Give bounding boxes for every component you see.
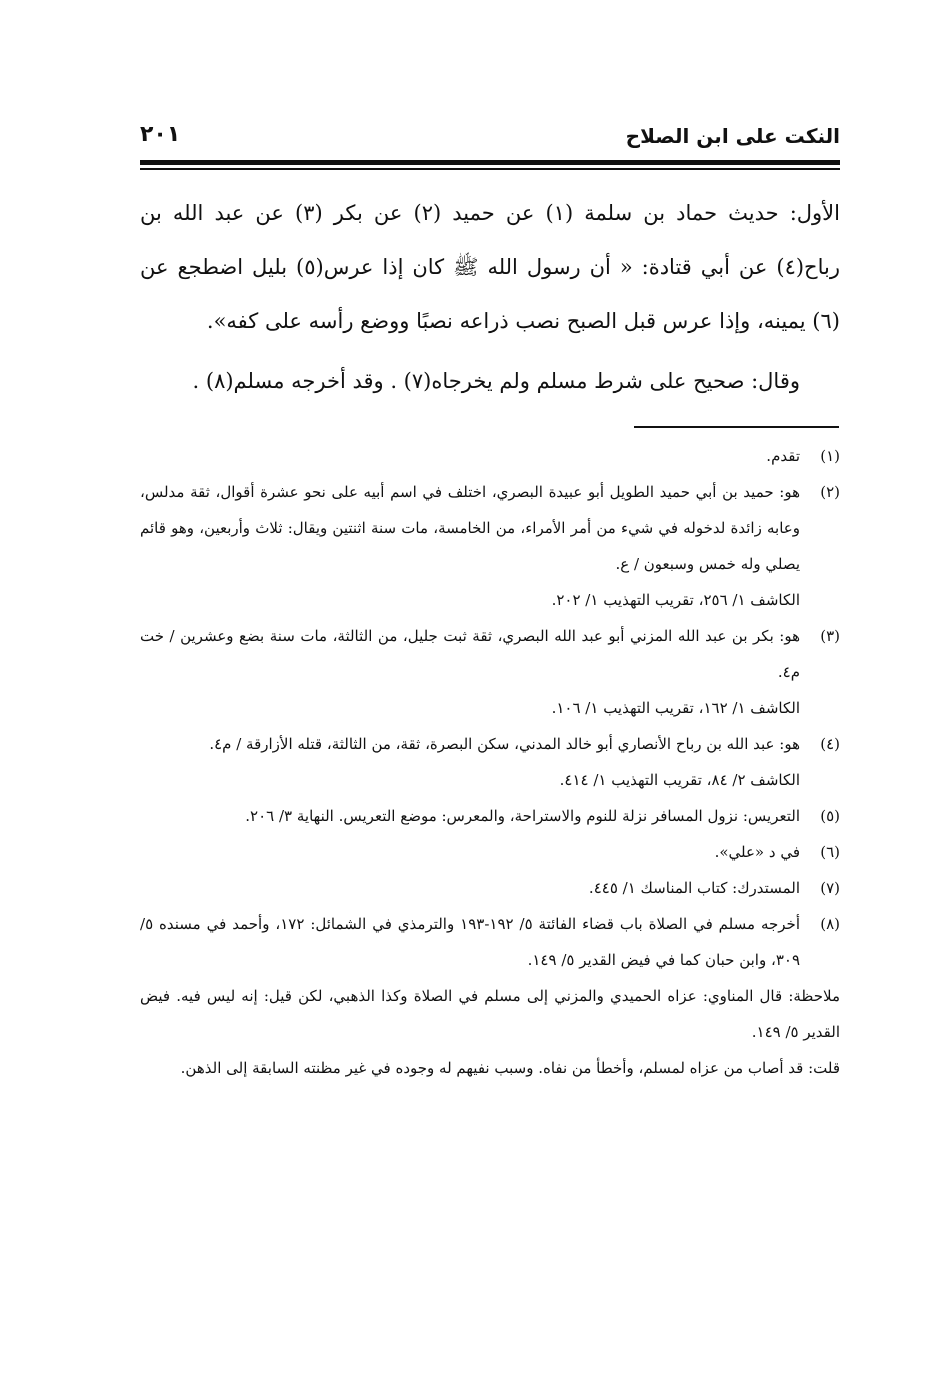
footnote-text: في د «علي». [714,843,800,861]
footnote-note: ملاحظة: قال المناوي: عزاه الحميدي والمزني إلى مسلم في الصلاة وكذا الذهبي، لكن قيل: إنه ليس فيه. فيض القدير ٥/ ١٤٩. [140,987,840,1041]
footnote [140,870,840,906]
footnote-text: هو: بكر بن عبد الله المزني أبو عبد الله البصري، ثقة ثبت جليل، من الثالثة، مات سنة بضع وعشرين / خت م٤. [140,627,800,681]
footnote-reference: الكاشف ١/ ١٦٢، تقريب التهذيب ١/ ١٠٦. [551,699,800,717]
footnote [140,474,840,618]
footnote-reference: الكاشف ٢/ ٨٤، تقريب التهذيب ١/ ٤١٤. [559,771,800,789]
page-number: ٢٠١ [140,122,181,147]
main-paragraph: الأول: حديث حماد بن سلمة (١) عن حميد (٢) عن بكر (٣) عن عبد الله بن رباح(٤) عن أبي قتادة: « أن رسول الله ﷺ كان إذا عرس(٥) بليل اضطجع عن (٦) يمينه، وإذا عرس قبل الصبح نصب ذراعه نصبًا ووضع رأسه على كفه». [140,201,840,333]
footnote-text: هو: عبد الله بن رباح الأنصاري أبو خالد المدني، سكن البصرة، ثقة، من الثالثة، قتله الأزارقة / م٤. [209,735,800,753]
header-rule-thick [140,160,840,165]
footnote-reference: الكاشف ١/ ٢٥٦، تقريب التهذيب ١/ ٢٠٢. [551,591,800,609]
footnote-note: قلت: قد أصاب من عزاه لمسلم، وأخطأ من نفاه. وسبب نفيهم له وجوده في غير مظنته السابقة إلى الذهن. [180,1059,840,1077]
page-header [140,120,840,156]
footnote-text: المستدرك: كتاب المناسك ١/ ٤٤٥. [588,879,800,897]
running-title: النكت على ابن الصلاح [625,124,840,148]
footnote-number: (١) [820,447,840,465]
footnote [140,618,840,726]
footnote-number: (٣) [820,627,840,645]
footnote-number: (٦) [820,843,840,861]
main-paragraph: وقال: صحيح على شرط مسلم ولم يخرجاه(٧) . وقد أخرجه مسلم(٨) . [192,369,800,393]
footnote-number: (٨) [820,915,840,933]
footnotes [140,438,840,1086]
footnote [140,726,840,798]
footnote [140,834,840,870]
footnote-number: (٢) [820,483,840,501]
footnote [140,798,840,834]
footnote-number: (٤) [820,735,840,753]
footnote-number: (٧) [820,879,840,897]
footnote-text: هو: حميد بن أبي حميد الطويل أبو عبيدة البصري، اختلف في اسم أبيه على نحو عشرة أقوال، ثقة مدلس، وعابه زائدة لدخوله في شيء من أمر الأمراء، من الخامسة، مات سنة اثنتين ويقال: ثلاث وأربعين، وهو قائم يصلي وله خمس وسبعون / ع. [140,483,800,573]
footnote [140,438,840,474]
footnote-text: تقدم. [766,447,800,465]
footnote-text: التعريس: نزول المسافر نزلة للنوم والاستراحة، والمعرس: موضع التعريس. النهاية ٣/ ٢٠٦. [245,807,800,825]
footnote-separator [634,426,839,428]
footnote-text: أخرجه مسلم في الصلاة باب قضاء الفائتة ٥/ ١٩٢-١٩٣ والترمذي في الشمائل: ١٧٢، وأحمد في مسنده ٥/ ٣٠٩، وابن حبان كما في فيض القدير ٥/ ١٤٩. [140,915,800,969]
main-text [140,186,840,408]
header-rule-thin [140,168,840,170]
footnote [140,906,840,978]
footnote-number: (٥) [820,807,840,825]
